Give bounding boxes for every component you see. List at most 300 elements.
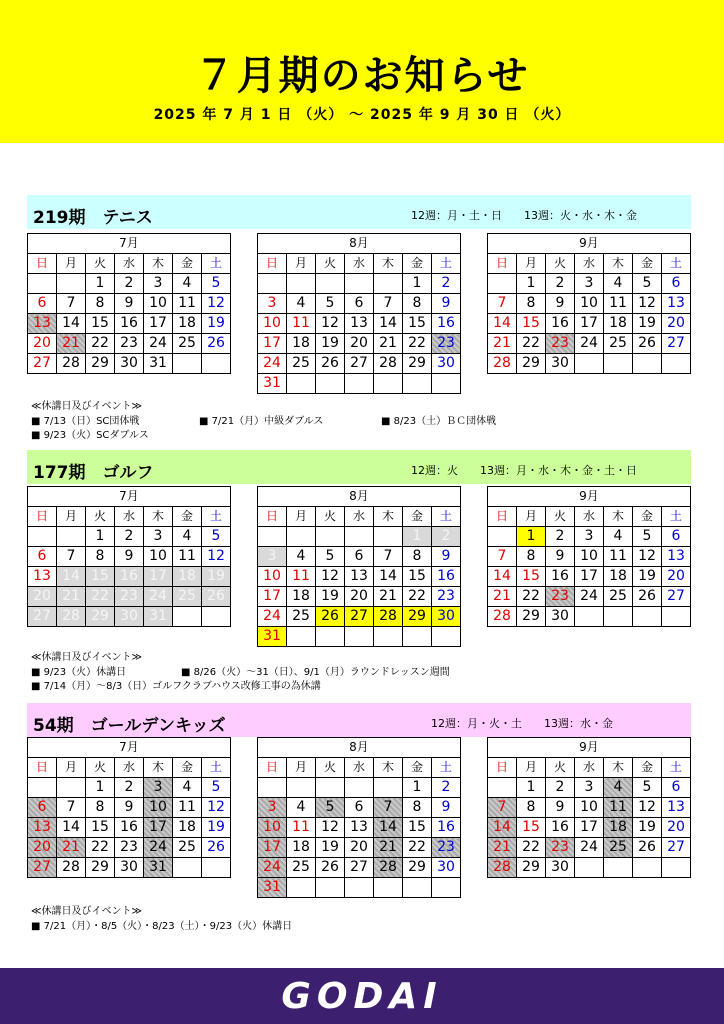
day-cell: 7 [374,798,403,818]
day-cell: 9 [432,294,461,314]
day-cell: 30 [546,607,575,627]
day-cell: 26 [633,334,662,354]
day-cell: 15 [517,314,546,334]
day-cell: 17 [144,314,173,334]
day-cell: 10 [575,294,604,314]
weekday-header: 土 [202,758,231,778]
day-cell: 20 [662,567,691,587]
day-cell: 27 [662,838,691,858]
empty-cell [345,627,374,647]
day-cell: 16 [432,818,461,838]
empty-cell [488,527,517,547]
empty-cell [316,274,345,294]
empty-cell [575,607,604,627]
day-cell: 31 [144,607,173,627]
day-cell: 29 [403,607,432,627]
day-cell: 9 [432,798,461,818]
day-cell: 12 [202,798,231,818]
day-cell: 8 [517,798,546,818]
day-cell: 23 [546,838,575,858]
empty-cell [662,858,691,878]
day-cell: 16 [115,818,144,838]
day-cell: 18 [287,838,316,858]
weekday-header: 金 [633,758,662,778]
day-cell: 25 [604,587,633,607]
day-cell: 9 [115,547,144,567]
day-cell: 23 [115,587,144,607]
day-cell: 27 [28,858,57,878]
empty-cell [403,374,432,394]
note-item: ■ 7/13（日）SC団体戦 [31,416,140,427]
weekday-header: 月 [57,254,86,274]
day-cell: 1 [517,527,546,547]
day-cell: 20 [28,838,57,858]
weekday-header: 月 [517,507,546,527]
day-cell: 11 [604,547,633,567]
day-cell: 2 [115,274,144,294]
calendar-september [487,737,691,878]
day-cell: 29 [517,607,546,627]
day-cell: 18 [287,587,316,607]
day-cell: 20 [28,334,57,354]
day-cell: 20 [662,314,691,334]
weekday-header: 火 [86,507,115,527]
day-cell: 25 [287,354,316,374]
empty-cell [287,274,316,294]
day-cell: 27 [345,607,374,627]
day-cell: 18 [604,567,633,587]
empty-cell [258,527,287,547]
empty-cell [173,858,202,878]
day-cell: 28 [57,858,86,878]
day-cell: 13 [662,547,691,567]
day-cell: 12 [633,798,662,818]
day-cell: 19 [633,818,662,838]
day-cell: 27 [28,354,57,374]
day-cell: 25 [604,334,633,354]
empty-cell [633,354,662,374]
day-cell: 12 [316,314,345,334]
day-cell: 2 [115,778,144,798]
day-cell: 4 [604,527,633,547]
day-cell: 16 [432,314,461,334]
calendar-august [257,233,461,394]
day-cell: 27 [28,607,57,627]
empty-cell [432,374,461,394]
weekday-header: 土 [432,507,461,527]
weekday-header: 木 [144,507,173,527]
day-cell: 31 [258,374,287,394]
day-cell: 25 [173,587,202,607]
day-cell: 25 [287,858,316,878]
weekday-header: 月 [57,507,86,527]
day-cell: 14 [374,567,403,587]
day-cell: 19 [316,587,345,607]
weekday-header: 水 [115,758,144,778]
day-cell: 2 [432,274,461,294]
day-cell: 13 [28,818,57,838]
empty-cell [202,858,231,878]
weekday-header: 月 [57,758,86,778]
day-cell: 12 [202,547,231,567]
day-cell: 15 [517,818,546,838]
section-schedule: 12週：月・火・土 13週：水・金 [431,717,613,730]
day-cell: 8 [517,547,546,567]
day-cell: 23 [432,838,461,858]
period-text: 2025 年 7 月 1 日 （火） ～ 2025 年 9 月 30 日 （火） [153,107,571,123]
day-cell: 26 [316,858,345,878]
day-cell: 3 [258,294,287,314]
weekday-header: 日 [488,758,517,778]
empty-cell [57,274,86,294]
note-item: ■ 8/26（火）～31（日）、9/1（月）ラウンドレッスン週間 [181,667,450,678]
day-cell: 30 [432,354,461,374]
day-cell: 5 [316,547,345,567]
day-cell: 29 [86,354,115,374]
weekday-header: 木 [374,758,403,778]
day-cell: 28 [488,607,517,627]
day-cell: 7 [57,547,86,567]
empty-cell [316,778,345,798]
day-cell: 18 [173,567,202,587]
weekday-header: 金 [173,507,202,527]
day-cell: 30 [432,607,461,627]
day-cell: 14 [488,567,517,587]
day-cell: 22 [517,587,546,607]
day-cell: 19 [202,567,231,587]
day-cell: 26 [633,838,662,858]
empty-cell [287,778,316,798]
day-cell: 8 [403,294,432,314]
day-cell: 4 [604,778,633,798]
day-cell: 8 [517,294,546,314]
day-cell: 21 [488,334,517,354]
weekday-header: 土 [662,758,691,778]
day-cell: 25 [287,607,316,627]
month-title: 8月 [258,738,461,758]
day-cell: 24 [258,858,287,878]
day-cell: 27 [345,858,374,878]
weekday-header: 日 [28,758,57,778]
day-cell: 12 [316,818,345,838]
notes-heading: ≪休講日及びイベント≫ [31,652,142,663]
day-cell: 11 [173,294,202,314]
day-cell: 2 [432,527,461,547]
empty-cell [345,878,374,898]
day-cell: 10 [144,547,173,567]
weekday-header: 火 [546,758,575,778]
day-cell: 26 [633,587,662,607]
day-cell: 20 [345,587,374,607]
day-cell: 1 [86,527,115,547]
day-cell: 19 [633,314,662,334]
weekday-header: 月 [287,758,316,778]
weekday-header: 木 [144,758,173,778]
day-cell: 13 [345,314,374,334]
day-cell: 30 [432,858,461,878]
empty-cell [374,878,403,898]
month-title: 7月 [28,234,231,254]
empty-cell [287,627,316,647]
day-cell: 18 [173,818,202,838]
day-cell: 7 [488,294,517,314]
empty-cell [374,274,403,294]
day-cell: 5 [633,527,662,547]
empty-cell [374,778,403,798]
month-title: 8月 [258,487,461,507]
day-cell: 14 [374,314,403,334]
day-cell: 22 [403,587,432,607]
note-item: ■ 9/23（火）休講日 [31,667,127,678]
day-cell: 23 [115,838,144,858]
day-cell: 6 [662,527,691,547]
day-cell: 4 [287,547,316,567]
day-cell: 21 [374,838,403,858]
day-cell: 3 [258,798,287,818]
day-cell: 6 [28,547,57,567]
day-cell: 11 [604,294,633,314]
day-cell: 15 [86,818,115,838]
day-cell: 12 [316,567,345,587]
weekday-header: 土 [662,254,691,274]
day-cell: 19 [202,314,231,334]
day-cell: 6 [345,294,374,314]
day-cell: 22 [517,334,546,354]
day-cell: 23 [546,587,575,607]
weekday-header: 金 [403,758,432,778]
day-cell: 8 [403,798,432,818]
day-cell: 26 [202,587,231,607]
day-cell: 17 [258,587,287,607]
weekday-header: 水 [345,254,374,274]
weekday-header: 月 [287,507,316,527]
day-cell: 11 [173,547,202,567]
day-cell: 1 [517,274,546,294]
day-cell: 20 [345,838,374,858]
day-cell: 3 [144,778,173,798]
weekday-header: 木 [604,254,633,274]
day-cell: 28 [374,607,403,627]
day-cell: 16 [546,567,575,587]
day-cell: 1 [403,274,432,294]
empty-cell [604,607,633,627]
empty-cell [258,274,287,294]
month-title: 9月 [488,487,691,507]
weekday-header: 月 [517,758,546,778]
day-cell: 8 [403,547,432,567]
day-cell: 6 [28,798,57,818]
weekday-header: 日 [258,254,287,274]
day-cell: 2 [432,778,461,798]
calendar-august [257,737,461,898]
empty-cell [345,527,374,547]
section-golden-kids [27,703,691,943]
day-cell: 14 [488,818,517,838]
calendar-july [27,233,231,374]
empty-cell [316,527,345,547]
day-cell: 14 [57,567,86,587]
empty-cell [633,858,662,878]
day-cell: 21 [57,838,86,858]
section-name: 54期 ゴールデンキッズ [33,716,226,736]
note-item: ■ 8/23（土）ＢＣ団体戦 [381,416,497,427]
footer-band [0,968,724,1024]
empty-cell [403,627,432,647]
empty-cell [432,627,461,647]
month-title: 9月 [488,738,691,758]
empty-cell [432,878,461,898]
day-cell: 2 [546,527,575,547]
day-cell: 23 [432,587,461,607]
day-cell: 5 [202,527,231,547]
day-cell: 30 [546,354,575,374]
day-cell: 16 [115,314,144,334]
day-cell: 25 [173,334,202,354]
day-cell: 6 [345,798,374,818]
day-cell: 1 [403,778,432,798]
empty-cell [57,527,86,547]
weekday-header: 水 [575,507,604,527]
day-cell: 29 [403,354,432,374]
weekday-header: 木 [374,507,403,527]
weekday-header: 金 [403,254,432,274]
empty-cell [202,607,231,627]
empty-cell [28,778,57,798]
day-cell: 10 [258,314,287,334]
day-cell: 29 [86,607,115,627]
weekday-header: 火 [316,254,345,274]
weekday-header: 日 [28,254,57,274]
day-cell: 22 [517,838,546,858]
day-cell: 10 [144,294,173,314]
day-cell: 13 [662,294,691,314]
note-item: ■ 7/21（月）中級ダブルス [199,416,324,427]
day-cell: 9 [432,547,461,567]
empty-cell [345,778,374,798]
weekday-header: 火 [316,758,345,778]
day-cell: 28 [488,858,517,878]
day-cell: 28 [374,858,403,878]
weekday-header: 水 [345,758,374,778]
day-cell: 14 [488,314,517,334]
day-cell: 21 [374,587,403,607]
day-cell: 6 [662,778,691,798]
day-cell: 5 [633,778,662,798]
day-cell: 12 [202,294,231,314]
day-cell: 7 [374,294,403,314]
section-tennis [27,195,691,445]
day-cell: 24 [258,354,287,374]
day-cell: 18 [604,818,633,838]
day-cell: 19 [316,838,345,858]
day-cell: 13 [345,567,374,587]
day-cell: 24 [144,587,173,607]
day-cell: 29 [403,858,432,878]
weekday-header: 日 [28,507,57,527]
empty-cell [57,778,86,798]
day-cell: 3 [575,274,604,294]
weekday-header: 月 [287,254,316,274]
weekday-header: 火 [86,758,115,778]
page-title: ７月期のお知らせ [194,53,530,99]
weekday-header: 木 [374,254,403,274]
day-cell: 2 [546,778,575,798]
day-cell: 23 [432,334,461,354]
empty-cell [374,527,403,547]
day-cell: 30 [115,607,144,627]
day-cell: 7 [488,798,517,818]
day-cell: 26 [316,607,345,627]
calendar-august [257,486,461,647]
section-banner [27,195,691,229]
day-cell: 26 [202,334,231,354]
day-cell: 5 [202,778,231,798]
day-cell: 27 [662,334,691,354]
day-cell: 24 [575,587,604,607]
empty-cell [604,354,633,374]
day-cell: 24 [258,607,287,627]
day-cell: 10 [575,798,604,818]
weekday-header: 金 [633,254,662,274]
day-cell: 19 [202,818,231,838]
day-cell: 30 [115,354,144,374]
day-cell: 28 [374,354,403,374]
day-cell: 11 [287,314,316,334]
day-cell: 31 [258,878,287,898]
section-banner [27,450,691,484]
empty-cell [604,858,633,878]
day-cell: 18 [287,334,316,354]
day-cell: 10 [575,547,604,567]
empty-cell [345,274,374,294]
day-cell: 9 [115,294,144,314]
day-cell: 24 [575,334,604,354]
weekday-header: 日 [258,758,287,778]
empty-cell [488,274,517,294]
day-cell: 18 [604,314,633,334]
day-cell: 1 [86,778,115,798]
day-cell: 29 [86,858,115,878]
day-cell: 3 [575,527,604,547]
day-cell: 4 [173,527,202,547]
empty-cell [345,374,374,394]
day-cell: 1 [403,527,432,547]
day-cell: 9 [546,547,575,567]
day-cell: 11 [604,798,633,818]
section-golf [27,450,691,700]
day-cell: 2 [115,527,144,547]
day-cell: 10 [258,567,287,587]
day-cell: 15 [86,567,115,587]
weekday-header: 金 [173,254,202,274]
day-cell: 21 [488,587,517,607]
empty-cell [173,607,202,627]
day-cell: 20 [345,334,374,354]
weekday-header: 土 [432,758,461,778]
weekday-header: 水 [115,507,144,527]
calendar-july [27,737,231,878]
day-cell: 8 [86,798,115,818]
day-cell: 11 [287,567,316,587]
notes-heading: ≪休講日及びイベント≫ [31,906,142,917]
day-cell: 6 [345,547,374,567]
day-cell: 13 [345,818,374,838]
weekday-header: 水 [115,254,144,274]
day-cell: 13 [28,314,57,334]
day-cell: 17 [258,838,287,858]
weekday-header: 金 [633,507,662,527]
day-cell: 11 [287,818,316,838]
